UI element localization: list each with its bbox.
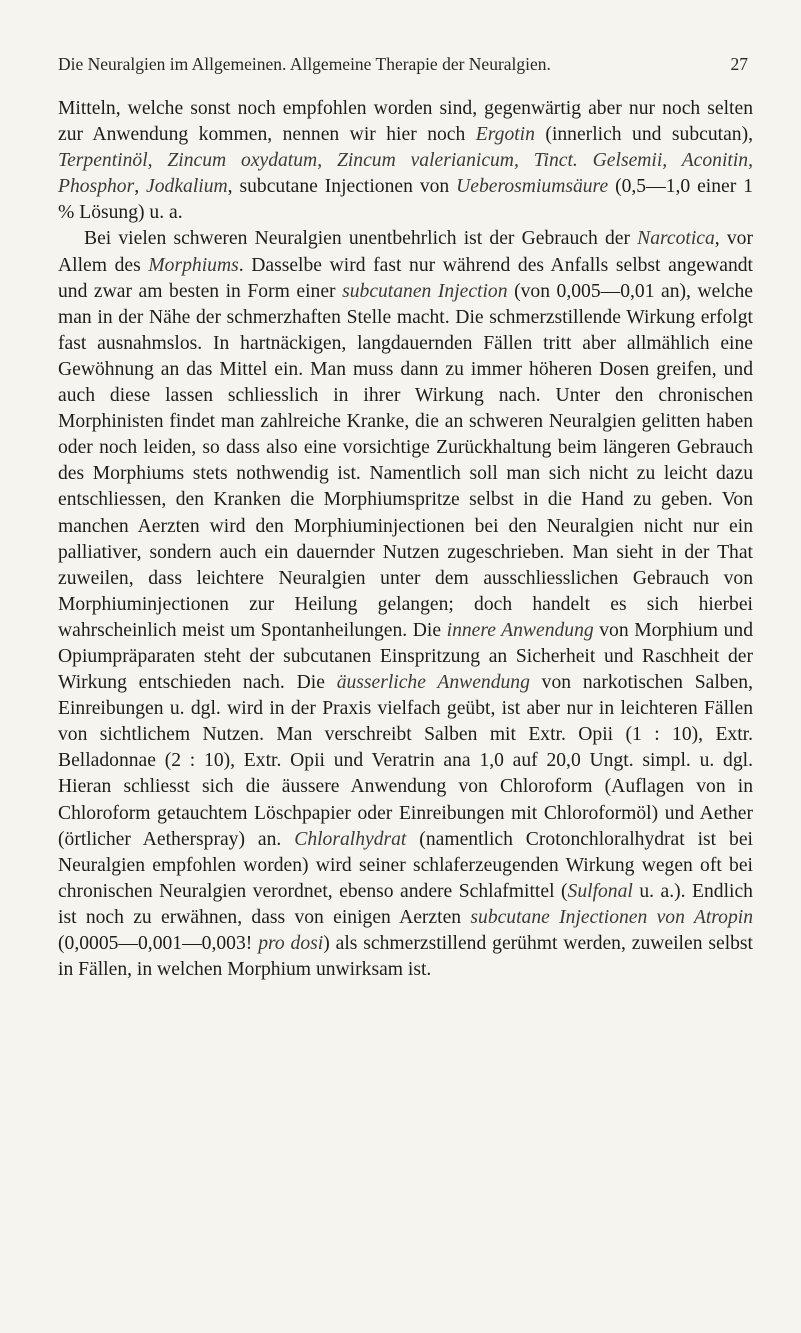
emphasis-text: subcutanen Injection (342, 280, 508, 302)
paragraph (58, 226, 753, 983)
text-run: , subcutane Injectionen von (227, 176, 457, 198)
text-run: (0,0005—0,001—0,003! (58, 933, 259, 954)
text-run: , vor Allem des (58, 228, 753, 276)
text-run: von narkotischen Salben, Einreibungen u. dgl. wird in der Praxis vielfach geübt, ist aber nur in leichteren Fällen von sichtlichem Nutzen. Man verschreibt Salben mit Extr. Opii (1 : 10), Extr. Belladonnae (2 : 10), Extr. Opii und Veratrin ana 1,0 auf 20,0 Ungt. simpl. u. dgl. Hieran schliesst sich die äussere Anwendung von Chloroform (Auflagen von in Chloroform getauchtem Löschpapier oder Einreibungen mit Chloroformöl) und Aether (örtlicher Aetherspray) an. (58, 672, 753, 850)
emphasis-text: Sulfonal (567, 880, 633, 902)
page-number: 27 (730, 54, 748, 74)
text-run: . Dasselbe wird fast nur während des Anfalls selbst angewandt und zwar am besten in Form einer (58, 254, 753, 302)
text-run: (0,5—1,0 einer 1 % Lösung) u. a. (58, 176, 753, 224)
running-title: Die Neuralgien im Allgemeinen. Allgemeine Therapie der Neuralgien. (58, 54, 551, 74)
emphasis-text: Chloralhydrat (294, 828, 407, 850)
emphasis-text: Narcotica (637, 228, 715, 250)
emphasis-text: subcutane Injectionen von Atropin (470, 906, 753, 928)
emphasis-text: Ueberosmiumsäure (456, 176, 609, 198)
text-run: (innerlich und subcutan), (534, 124, 753, 146)
emphasis-text: Morphiums (148, 254, 239, 276)
emphasis-text: Ergotin (475, 124, 535, 146)
text-run: von Morphium und Opiumpräparaten steht der subcutanen Einspritzung an Sicherheit und Raschheit der Wirkung entschieden nach. Die (58, 619, 753, 694)
emphasis-text: innere Anwendung (446, 619, 594, 641)
text-run: ) als schmerzstillend gerühmt werden, zuweilen selbst in Fällen, in welchen Morphium unwirksam ist. (58, 933, 753, 981)
emphasis-text: Jodkalium (146, 176, 228, 198)
text-run: u. a.). Endlich ist noch zu erwähnen, dass von einigen Aerzten (58, 880, 753, 928)
paragraph (58, 96, 753, 226)
text-run: (von 0,005—0,01 an), welche man in der Nähe der schmerzhaften Stelle macht. Die schmerzstillende Wirkung erfolgt fast ausnahmslos. In hartnäckigen, langdauernden Fällen tritt aber allmählich eine Gewöhnung an das Mittel ein. Man muss dann zu immer höheren Dosen greifen, und auch diese lassen schliesslich in ihrer Wirkung nach. Unter den chronischen Morphinisten findet man zahlreiche Kranke, die an schweren Neuralgien gelitten haben oder noch leiden, so dass also eine vorsichtige Zurückhaltung beim längeren Gebrauch des Morphiums stets nothwendig ist. Namentlich soll man sich nicht zu leicht dazu entschliessen, den Kranken die Morphiumspritze selbst in die Hand zu geben. Von manchen Aerzten wird den Morphiuminjectionen bei den Neuralgien nicht nur ein palliativer, sondern auch ein dauernder Nutzen zugeschrieben. Man sieht in der That zuweilen, dass leichtere Neuralgien unter dem ausschliesslichen Gebrauch von Morphiuminjectionen zur Heilung gelangen; doch handelt es sich hierbei wahrscheinlich meist um Spontanheilungen. Die (58, 280, 753, 641)
text-run: Bei vielen schweren Neuralgien unentbehrlich ist der Gebrauch der (84, 228, 638, 250)
emphasis-text: Terpentinöl, Zincum oxydatum, Zincum valerianicum, Tinct. Gelsemii, Aconitin, Phosphor (58, 150, 753, 198)
emphasis-text: pro dosi (258, 933, 324, 954)
text-run: Mitteln, welche sonst noch empfohlen worden sind, gegenwärtig aber nur noch selten zur Anwendung kommen, nennen wir hier noch (58, 98, 753, 146)
emphasis-text: äusserliche Anwendung (336, 672, 530, 694)
text-run: (namentlich Crotonchloralhydrat ist bei Neuralgien empfohlen worden) wird seiner schlaferzeugenden Wirkung wegen oft bei chronischen Neuralgien verordnet, ebenso andere Schlafmittel ( (58, 828, 753, 902)
body-text (58, 96, 753, 983)
text-run: , (134, 176, 147, 198)
